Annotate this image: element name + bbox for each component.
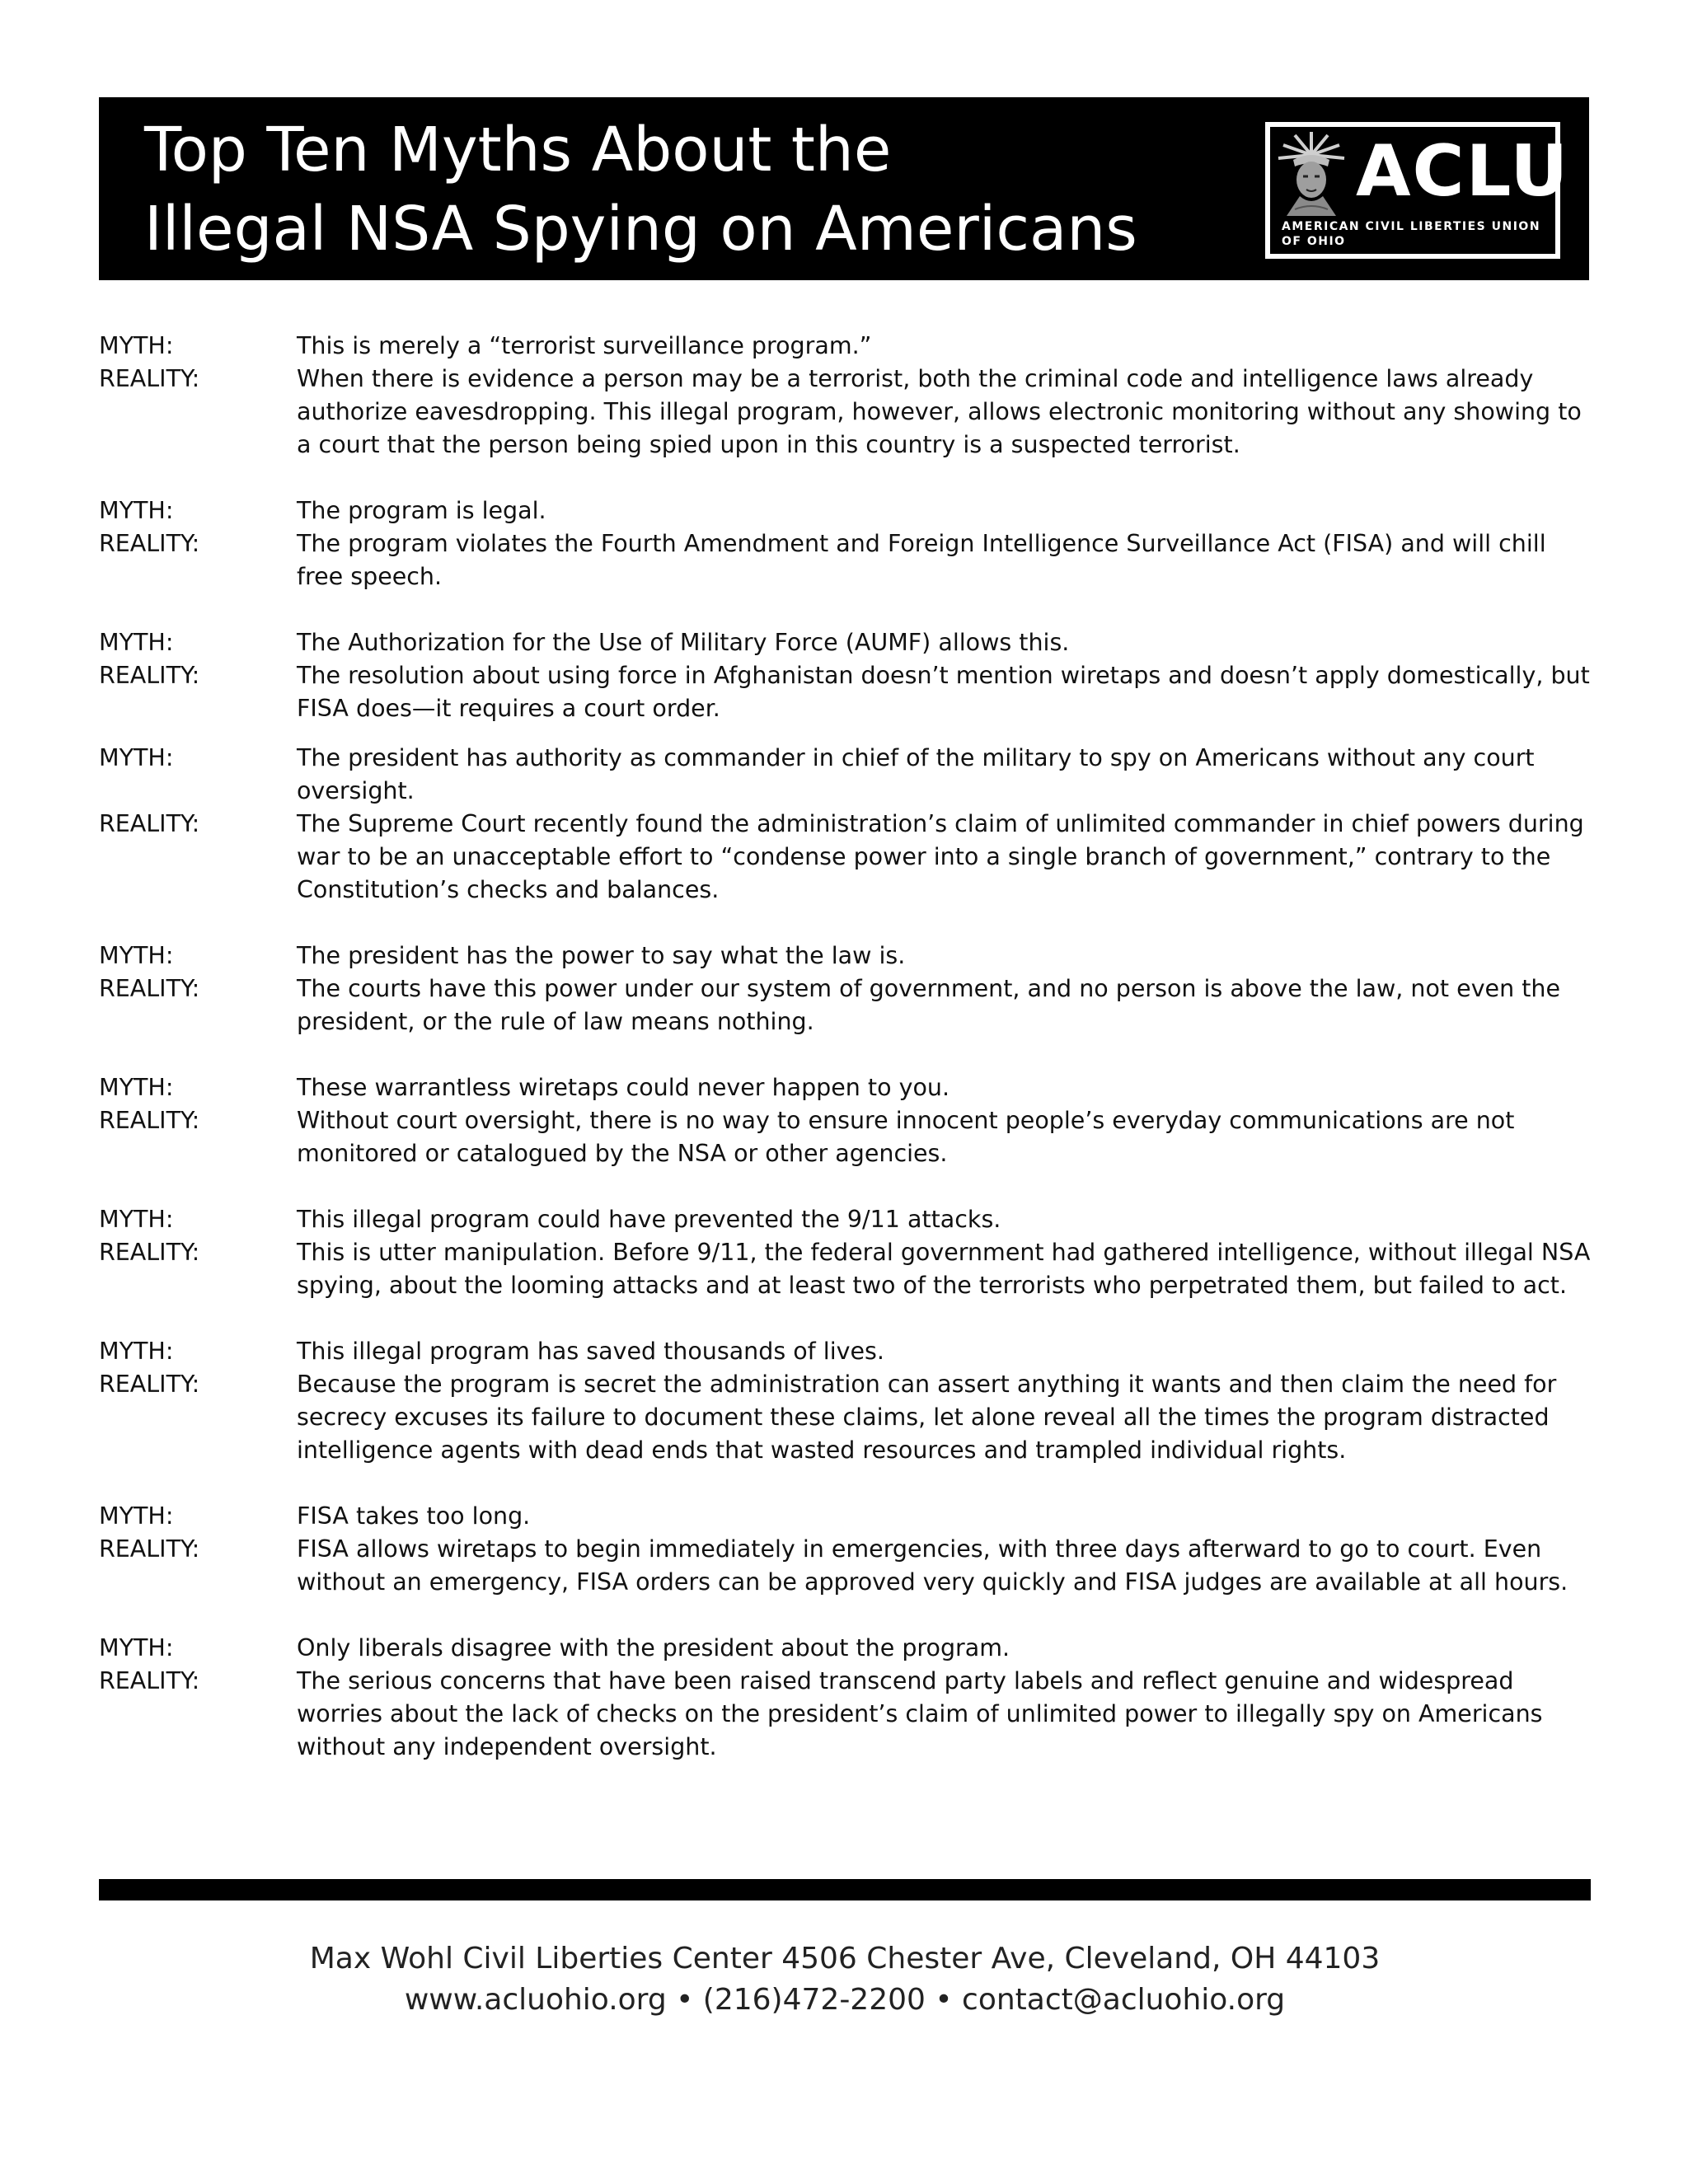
footer-contact-line: www.acluohio.org • (216)472-2200 • contact@acluohio.org: [404, 1983, 1286, 2017]
reality-label: REALITY:: [99, 1667, 200, 1694]
reality-text: The serious concerns that have been raised transcend party labels and reflect genuine and widespread worries about the lack of checks on the president’s claim of unlimited power to illegally spy on Americans without any independent oversight.: [297, 1667, 1543, 1760]
myth-text: This illegal program has saved thousands of lives.: [297, 1338, 884, 1365]
myth-label: MYTH:: [99, 1074, 174, 1101]
myth-text: The president has authority as commander in chief of the military to spy on Americans without any court oversight.: [297, 744, 1535, 804]
reality-label: REALITY:: [99, 365, 200, 392]
reality-label: REALITY:: [99, 1107, 200, 1134]
reality-label: REALITY:: [99, 530, 200, 557]
myth-text: Only liberals disagree with the president about the program.: [297, 1634, 1010, 1661]
aclu-tagline: [1282, 219, 1554, 249]
reality-text: The Supreme Court recently found the administration’s claim of unlimited commander in chief powers during war to be an unacceptable effort to “condense power into a single branch of government,” contrary to the Constitution’s checks and balances.: [297, 810, 1584, 903]
reality-text: Without court oversight, there is no way to ensure innocent people’s everyday communications are not monitored or catalogued by the NSA or other agencies.: [297, 1107, 1515, 1167]
aclu-logo: [1265, 122, 1570, 259]
myth-text: These warrantless wiretaps could never happen to you.: [297, 1074, 950, 1101]
myth-entry-10: [99, 1632, 1591, 1764]
myth-text: The president has the power to say what the law is.: [297, 942, 906, 969]
reality-label: REALITY:: [99, 975, 200, 1002]
page-title: [144, 110, 1137, 269]
reality-label: REALITY:: [99, 1371, 200, 1398]
myth-text: This is merely a “terrorist surveillance program.”: [297, 332, 872, 359]
myth-label: MYTH:: [99, 744, 174, 771]
myth-label: MYTH:: [99, 332, 174, 359]
myth-text: The program is legal.: [297, 497, 546, 524]
myth-text: This illegal program could have prevented the 9/11 attacks.: [297, 1206, 1001, 1233]
reality-label: REALITY:: [99, 1239, 200, 1266]
reality-text: The resolution about using force in Afghanistan doesn’t mention wiretaps and doesn’t apply domestically, but FISA does—it requires a court order.: [297, 662, 1590, 722]
page-title-line-1: Top Ten Myths About the: [144, 115, 892, 185]
myth-entry-3: [99, 626, 1591, 725]
myth-entry-2: [99, 494, 1591, 593]
myth-entry-1: [99, 330, 1591, 462]
reality-text: The program violates the Fourth Amendment and Foreign Intelligence Surveillance Act (FISA) and will chill free speech.: [297, 530, 1546, 590]
reality-label: REALITY:: [99, 662, 200, 689]
statue-of-liberty-icon: [1270, 127, 1353, 216]
myth-label: MYTH:: [99, 629, 174, 656]
aclu-tagline-line-2: OF OHIO: [1282, 235, 1346, 248]
aclu-acronym: ACLU: [1356, 130, 1570, 213]
reality-text: FISA allows wiretaps to begin immediately in emergencies, with three days afterward to go to court. Even without an emergency, FISA orders can be approved very quickly and FISA judges are available at all hours.: [297, 1535, 1568, 1596]
myth-label: MYTH:: [99, 1502, 174, 1530]
myth-entry-5: [99, 940, 1591, 1038]
page-title-line-2: Illegal NSA Spying on Americans: [144, 194, 1137, 265]
reality-label: REALITY:: [99, 810, 200, 837]
myth-label: MYTH:: [99, 497, 174, 524]
myth-label: MYTH:: [99, 942, 174, 969]
myth-entry-7: [99, 1203, 1591, 1302]
myth-entry-9: [99, 1500, 1591, 1599]
myth-text: FISA takes too long.: [297, 1502, 531, 1530]
reality-label: REALITY:: [99, 1535, 200, 1563]
reality-text: When there is evidence a person may be a terrorist, both the criminal code and intelligence laws already authorize eavesdropping. This illegal program, however, allows electronic monitoring without any showing to a court that the person being spied upon in this country is a suspected terrorist.: [297, 365, 1582, 458]
myth-label: MYTH:: [99, 1338, 174, 1365]
footer-address: Max Wohl Civil Liberties Center 4506 Chester Ave, Cleveland, OH 44103: [309, 1942, 1381, 1975]
footer-contact: [99, 1938, 1591, 2021]
myth-entry-6: [99, 1071, 1591, 1170]
footer-divider: [99, 1879, 1591, 1900]
reality-text: The courts have this power under our system of government, and no person is above the law, not even the president, or the rule of law means nothing.: [297, 975, 1560, 1035]
aclu-tagline-line-1: AMERICAN CIVIL LIBERTIES UNION: [1282, 220, 1541, 233]
header-banner: [99, 97, 1589, 280]
reality-text: This is utter manipulation. Before 9/11, the federal government had gathered intelligence, without illegal NSA spying, about the looming attacks and at least two of the terrorists who perpetrated them, but failed to act.: [297, 1239, 1591, 1299]
aclu-logo-panel: [1270, 127, 1570, 254]
reality-text: Because the program is secret the administration can assert anything it wants and then claim the need for secrecy excuses its failure to document these claims, let alone reveal all the times the program distracted intelligence agents with dead ends that wasted resources and trampled individual rights.: [297, 1371, 1557, 1464]
myth-label: MYTH:: [99, 1206, 174, 1233]
myth-label: MYTH:: [99, 1634, 174, 1661]
myth-text: The Authorization for the Use of Military Force (AUMF) allows this.: [297, 629, 1070, 656]
myth-entry-8: [99, 1335, 1591, 1467]
myth-entry-4: [99, 742, 1591, 907]
myth-reality-list: [99, 330, 1591, 1764]
